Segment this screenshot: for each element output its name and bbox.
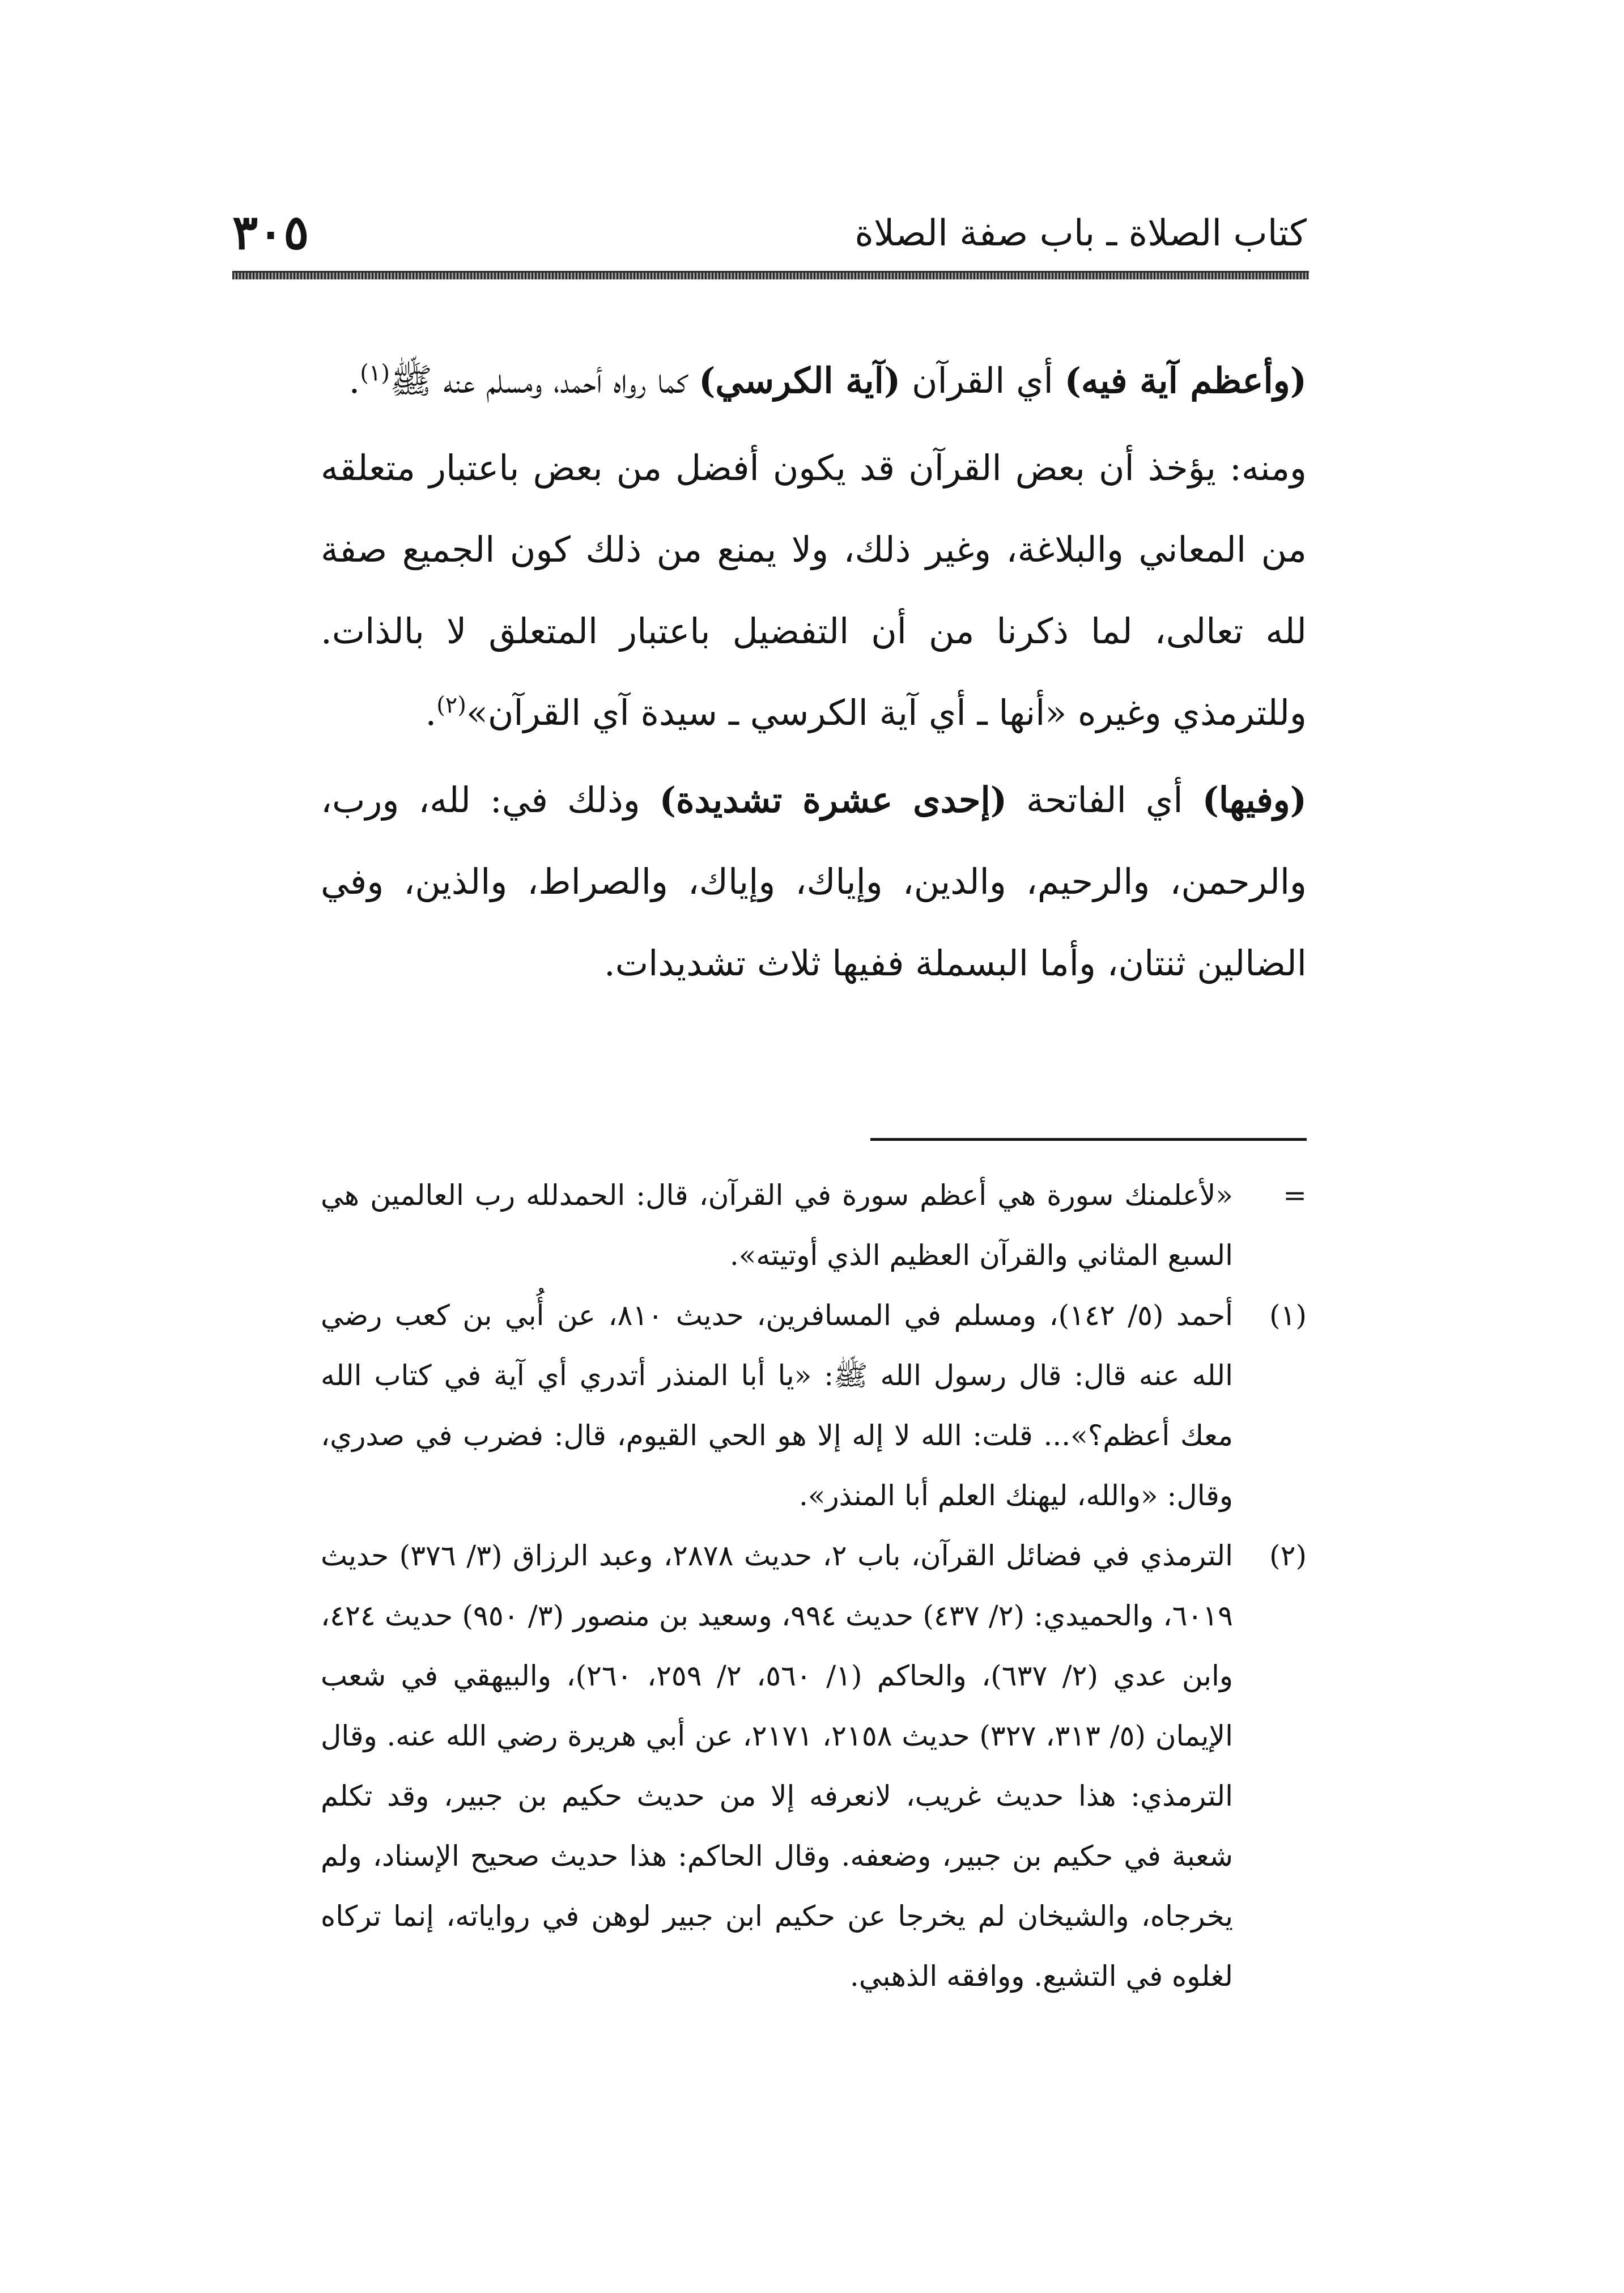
main-text	[321, 340, 1307, 1010]
text-run: أي الفاتحة	[1007, 779, 1202, 821]
footnote-divider	[870, 1138, 1307, 1141]
running-title: كتاب الصلاة ـ باب صفة الصلاة	[854, 213, 1307, 254]
page-number: ٣٠٥	[232, 204, 309, 260]
footnote-mark: =	[1283, 1179, 1307, 1212]
header-divider	[232, 271, 1309, 279]
text-run: وذلك في: لله، ورب، والرحمن، والرحيم، والدين، وإياك، وإياك، والصراط، والذين، وفي الضالين ثنتان، وأما البسملة ففيها ثلاث تشديدات.	[321, 779, 1307, 984]
footnote-text: الترمذي في فضائل القرآن، باب ٢، حديث ٢٨٧٨، وعبد الرزاق (٣/ ٣٧٦) حديث ٦٠١٩، والحميدي: (٢/ ٤٣٧) حديث ٩٩٤، وسعيد بن منصور (٣/ ٩٥٠) حديث ٤٢٤، وابن عدي (٢/ ٦٣٧)، والحاكم (١/ ٥٦٠، ٢/ ٢٥٩، ٢٦٠)، والبيهقي في شعب الإيمان (٥/ ٣١٣، ٣٢٧) حديث ٢١٥٨، ٢١٧١، عن أبي هريرة رضي الله عنه. وقال الترمذي: هذا حديث غريب، لانعرفه إلا من حديث حكيم بن جبير، وقد تكلم شعبة في حكيم بن جبير، وضعفه. وقال الحاكم: هذا حديث صحيح الإسناد، ولم يخرجاه، والشيخان لم يخرجا عن حكيم ابن جبير لوهن في رواياته، إنما تركاه لغلوه في التشيع. ووافقه الذهبي.	[321, 1539, 1234, 1993]
footnote-ref-2[interactable]: (٢)	[436, 692, 466, 719]
text-run: ومنه: يؤخذ أن بعض القرآن قد يكون أفضل من بعض باعتبار متعلقه من المعاني والبلاغة، وغير ذلك، ولا يمنع من ذلك كون الجميع صفة لله تعالى، لما ذكرنا من أن التفضيل باعتبار المتعلق لا بالذات. وللترمذي وغيره «أنها ـ أي آية الكرسي ـ سيدة آي القرآن»	[321, 447, 1307, 733]
paragraph-2	[321, 427, 1307, 754]
text-run: .	[425, 692, 437, 733]
footnote-ref-1[interactable]: (١)	[360, 360, 390, 387]
bold-phrase: (آية الكرسي)	[699, 360, 901, 401]
footnote-text: «لأعلمنك سورة هي أعظم سورة في القرآن، قال: الحمدلله رب العالمين هي السبع المثاني والقرآن العظيم الذي أوتيته».	[321, 1179, 1233, 1272]
bold-phrase: (وأعظم آية فيه)	[1064, 360, 1307, 401]
text-run: .	[348, 360, 360, 401]
footnote-mark: (١)	[1269, 1299, 1307, 1332]
footnote-text: أحمد (٥/ ١٤٢)، ومسلم في المسافرين، حديث ٨١٠، عن أُبي بن كعب رضي الله عنه قال: قال رسول الله ﷺ: «يا أبا المنذر أتدري أي آية في كتاب الله معك أعظم؟»... قلت: الله لا إله إلا هو الحي القيوم، قال: فضرب في صدري، وقال: «والله، ليهنك العلم أبا المنذر».	[321, 1299, 1233, 1512]
footnote-mark: (٢)	[1269, 1539, 1307, 1572]
footnote-2	[321, 1526, 1307, 2006]
footnote-continuation	[321, 1165, 1307, 1285]
text-run: كما رواه أحمد، ومسلم عنه ﷺ	[389, 360, 699, 401]
bold-phrase: (وفيها)	[1202, 779, 1307, 821]
paragraph-3	[321, 759, 1307, 1004]
paragraph-1	[321, 340, 1307, 422]
bold-phrase: (إحدى عشرة تشديدة)	[659, 779, 1007, 821]
footnote-1	[321, 1285, 1307, 1526]
text-run: أي القرآن	[900, 360, 1065, 401]
footnotes	[321, 1165, 1307, 2006]
